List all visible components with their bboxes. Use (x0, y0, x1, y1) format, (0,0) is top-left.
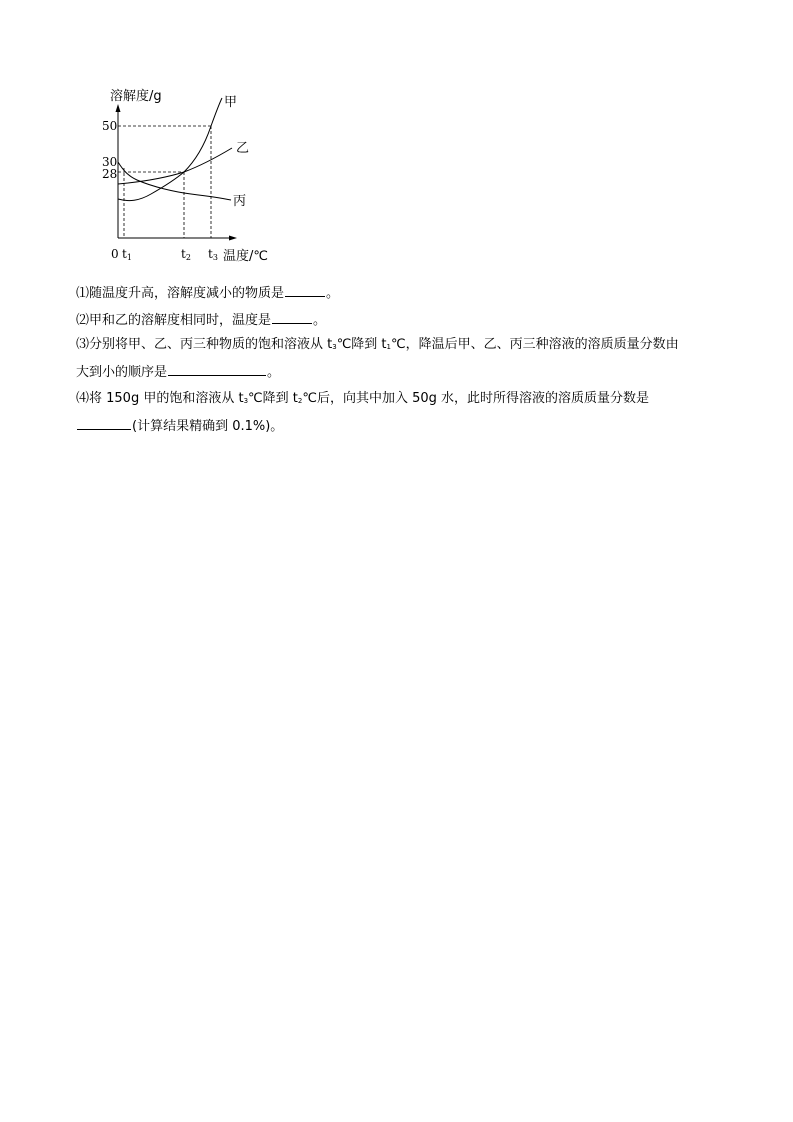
y-tick-label-28: 28 (102, 167, 118, 181)
answer-blank-1[interactable] (285, 283, 325, 297)
x-axis-arrow (229, 236, 237, 241)
origin-label: 0 (111, 247, 119, 261)
series-label-jia: 甲 (224, 95, 238, 110)
question-1: ⑴随温度升高，溶解度减小的物质是 。 (76, 283, 339, 303)
question-4-line-2: (计算结果精确到 0.1%)。 (76, 416, 283, 436)
x-tick-label-t2: t2 (181, 247, 191, 262)
question-3-line-2: 大到小的顺序是 。 (76, 362, 280, 382)
x-axis-label: 温度/℃ (223, 249, 268, 264)
y-axis-arrow (116, 104, 121, 112)
y-tick-label-50: 50 (102, 119, 118, 133)
series-label-yi: 乙 (236, 141, 250, 156)
x-tick-label-t1: t1 (122, 247, 132, 262)
answer-blank-2[interactable] (272, 310, 312, 324)
series-label-bing: 丙 (233, 194, 247, 209)
curve-jia (118, 98, 222, 201)
answer-blank-3[interactable] (168, 362, 266, 376)
answer-blank-4[interactable] (77, 416, 131, 430)
question-2: ⑵甲和乙的溶解度相同时，温度是 。 (76, 310, 326, 330)
y-axis-label: 溶解度/g (110, 89, 162, 104)
solubility-chart (95, 84, 268, 266)
x-tick-label-t3: t3 (208, 247, 218, 262)
question-3-line-1: ⑶分别将甲、乙、丙三种物质的饱和溶液从 $t_3℃$降到 $t_1℃$，降温后甲、乙、丙三种溶液的溶质质量分数由 (76, 337, 679, 352)
curve-bing (118, 162, 231, 200)
y-tick-label-30: 30 (102, 155, 118, 169)
question-4-line-1: ⑷将 150g 甲的饱和溶液从 $t_3℃$降到 $t_2℃$后，向其中加入 50g 水，此时所得溶液的溶质质量分数是 (76, 391, 650, 406)
